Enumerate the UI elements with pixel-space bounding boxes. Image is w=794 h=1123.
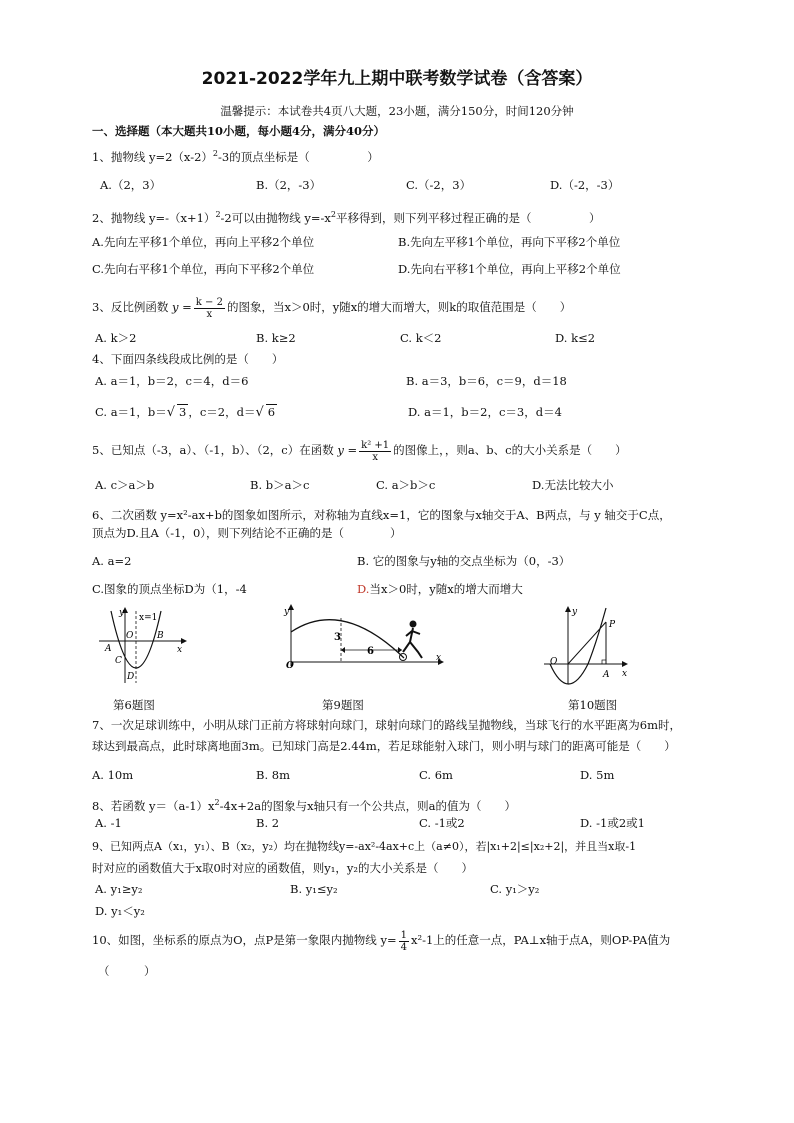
- fig10-origin-label: O: [550, 657, 558, 667]
- figure-10-caption: 第10题图: [568, 698, 618, 712]
- fig6-point-c: C: [115, 656, 122, 666]
- q8-option-c: C. -1或2: [419, 816, 465, 830]
- fig6-x-label: x: [177, 645, 183, 655]
- q9-option-b: B. y₁≤y₂: [290, 882, 338, 896]
- question-9-stem-line1: 9、已知两点A（x₁，y₁）、B（x₂，y₂）均在抛物线y=-ax²-4ax+c上（a≠0），若|x₁+2|≤|x₂+2|，并且当x取-1: [92, 840, 637, 853]
- fig10-y-label: y: [572, 607, 578, 617]
- q6-option-d: D.当x＞0时，y随x的增大而增大: [357, 582, 523, 596]
- q9-option-d: D. y₁＜y₂: [95, 904, 145, 918]
- section-heading: 一、选择题（本大题共10小题，每小题4分，满分40分）: [92, 124, 386, 138]
- q2-option-a: A.先向左平移1个单位，再向上平移2个单位: [92, 235, 315, 249]
- q2-option-c: C.先向右平移1个单位，再向下平移2个单位: [92, 262, 315, 276]
- q8-option-a: A. -1: [95, 816, 122, 830]
- figure-6: [97, 605, 187, 685]
- q5-option-c: C. a＞b＞c: [376, 478, 436, 492]
- q1-option-a: A.（2，3）: [100, 178, 162, 192]
- q5-option-a: A. c＞a＞b: [95, 478, 155, 492]
- question-7-stem-line2: 球达到最高点，此时球离地面3m。已知球门高是2.44m，若足球能射入球门，则小明与球门的距离可能是（ ）: [92, 739, 676, 753]
- figure-6-caption: 第6题图: [113, 698, 155, 712]
- q7-option-c: C. 6m: [419, 768, 453, 782]
- question-8-stem: 8、若函数 $y=(a-1)x^2-4x+2a$的图象与x轴只有一个公共点，则a的值为（ ）: [92, 798, 516, 813]
- q7-option-a: A. 10m: [92, 768, 134, 782]
- fig6-point-a: A: [105, 644, 112, 654]
- q8-option-b: B. 2: [256, 816, 280, 830]
- q7-option-b: B. 8m: [256, 768, 290, 782]
- q1-option-d: D.（-2，-3）: [550, 178, 620, 192]
- exam-tip: 温馨提示：本试卷共4页八大题，23小题，满分150分，时间120分钟: [220, 104, 574, 118]
- q4-option-a: A. a＝1，b＝2，c＝4，d＝6: [95, 374, 249, 388]
- q5-option-d: D.无法比较大小: [532, 478, 614, 492]
- q7-option-d: D. 5m: [580, 768, 615, 782]
- fig10-point-a: A: [603, 670, 610, 680]
- fig9-x-label: x: [436, 653, 442, 663]
- q3-option-a: A. k＞2: [95, 331, 137, 345]
- q5-option-b: B. b＞a＞c: [250, 478, 310, 492]
- question-7-stem-line1: 7、一次足球训练中，小明从球门正前方将球射向球门，球射向球门的路线呈抛物线，当球飞行的水平距离为6m时，: [92, 718, 682, 732]
- q4-option-d: D. a＝1，b＝2，c＝3，d＝4: [408, 405, 562, 419]
- question-3-stem: 3、反比例函数 y = $\frac{k - 2}{x}$ 的图象，当x＞0时，y随x的增大而增大，则k的取值范围是（ ）: [92, 296, 572, 320]
- q3-option-c: C. k＜2: [400, 331, 442, 345]
- fig6-axis-label: x=1: [139, 613, 158, 623]
- question-6-stem-line1: 6、二次函数 y=x²-ax+b的图象如图所示，对称轴为直线x=1，它的图象与x轴交于A、B两点，与 y 轴交于C点，: [92, 508, 671, 522]
- fig10-x-label: x: [622, 669, 628, 679]
- q4-option-c: C. a＝1，b＝√ 3 ，c＝2，d＝√ 6: [95, 405, 276, 420]
- figure-9: [282, 604, 444, 668]
- q8-option-d: D. -1或2或1: [580, 816, 645, 830]
- q2-option-b: B.先向左平移1个单位，再向下平移2个单位: [398, 235, 621, 249]
- q6-option-a: A. a=2: [92, 554, 132, 568]
- q1-option-b: B.（2，-3）: [256, 178, 322, 192]
- fig6-origin-label: O: [126, 631, 134, 641]
- fraction: $\frac{\text{k² +1}}{x}$: [361, 439, 390, 463]
- q2-option-d: D.先向右平移1个单位，再向上平移2个单位: [398, 262, 621, 276]
- figure-9-caption: 第9题图: [322, 698, 364, 712]
- fraction: $\frac{1}{4}$: [400, 929, 407, 953]
- q3-option-b: B. k≥2: [256, 331, 296, 345]
- q9-option-c: C. y₁＞y₂: [490, 882, 540, 896]
- question-1-stem: 1、抛物线 $y=2(x-2)^2-3$的顶点坐标是（ ）: [92, 149, 379, 164]
- fig10-point-p: P: [609, 620, 616, 630]
- q3-option-d: D. k≤2: [555, 331, 596, 345]
- fig6-y-label: y: [119, 608, 125, 618]
- question-9-stem-line2: 时对应的函数值大于x取0时对应的函数值，则y₁，y₂的大小关系是（ ）: [92, 861, 474, 875]
- q9-option-a: A. y₁≥y₂: [95, 882, 143, 896]
- question-5-stem: 5、已知点（-3，a）、（-1，b）、（2，c）在函数 y = $\frac{\text{k² +1}}{x}$ 的图像上，，则a、b、c的大小关系是（ ）: [92, 439, 627, 463]
- figure-10: [536, 604, 630, 686]
- question-2-stem: 2、抛物线 $y=-(x+1)^2-2$可以由抛物线 $y=-x^2$平移得到，则下列平移过程正确的是（ ）: [92, 210, 601, 225]
- fraction: $\frac{k - 2}{x}$: [195, 296, 223, 320]
- fig9-height-label: 3: [334, 632, 341, 643]
- fig9-distance-label: 6: [367, 646, 374, 657]
- q10-answer-paren: （ ）: [98, 964, 156, 978]
- question-10-stem: 10、如图，坐标系的原点为O，点P是第一象限内抛物线 y= $\frac{1}{4}$ x²-1上的任意一点，PA⊥x轴于点A，则OP-PA值为: [92, 929, 671, 953]
- fig9-origin-label: O: [286, 661, 294, 668]
- question-6-stem-line2: 顶点为D.且A（-1，0），则下列结论不正确的是（ ）: [92, 526, 402, 540]
- q6-option-c: C.图象的顶点坐标D为（1，-4: [92, 582, 247, 596]
- q4-option-b: B. a＝3，b＝6，c＝9，d＝18: [406, 374, 567, 388]
- fig9-y-label: y: [284, 607, 290, 617]
- question-4-stem: 4、下面四条线段成比例的是（ ）: [92, 352, 284, 366]
- q6-option-b: B. 它的图象与y轴的交点坐标为（0，-3）: [357, 554, 571, 568]
- fig6-point-b: B: [157, 631, 164, 641]
- q1-option-c: C.（-2，3）: [406, 178, 472, 192]
- fig6-point-d: D: [127, 672, 135, 682]
- page-title: 2021-2022学年九上期中联考数学试卷（含答案）: [201, 69, 593, 89]
